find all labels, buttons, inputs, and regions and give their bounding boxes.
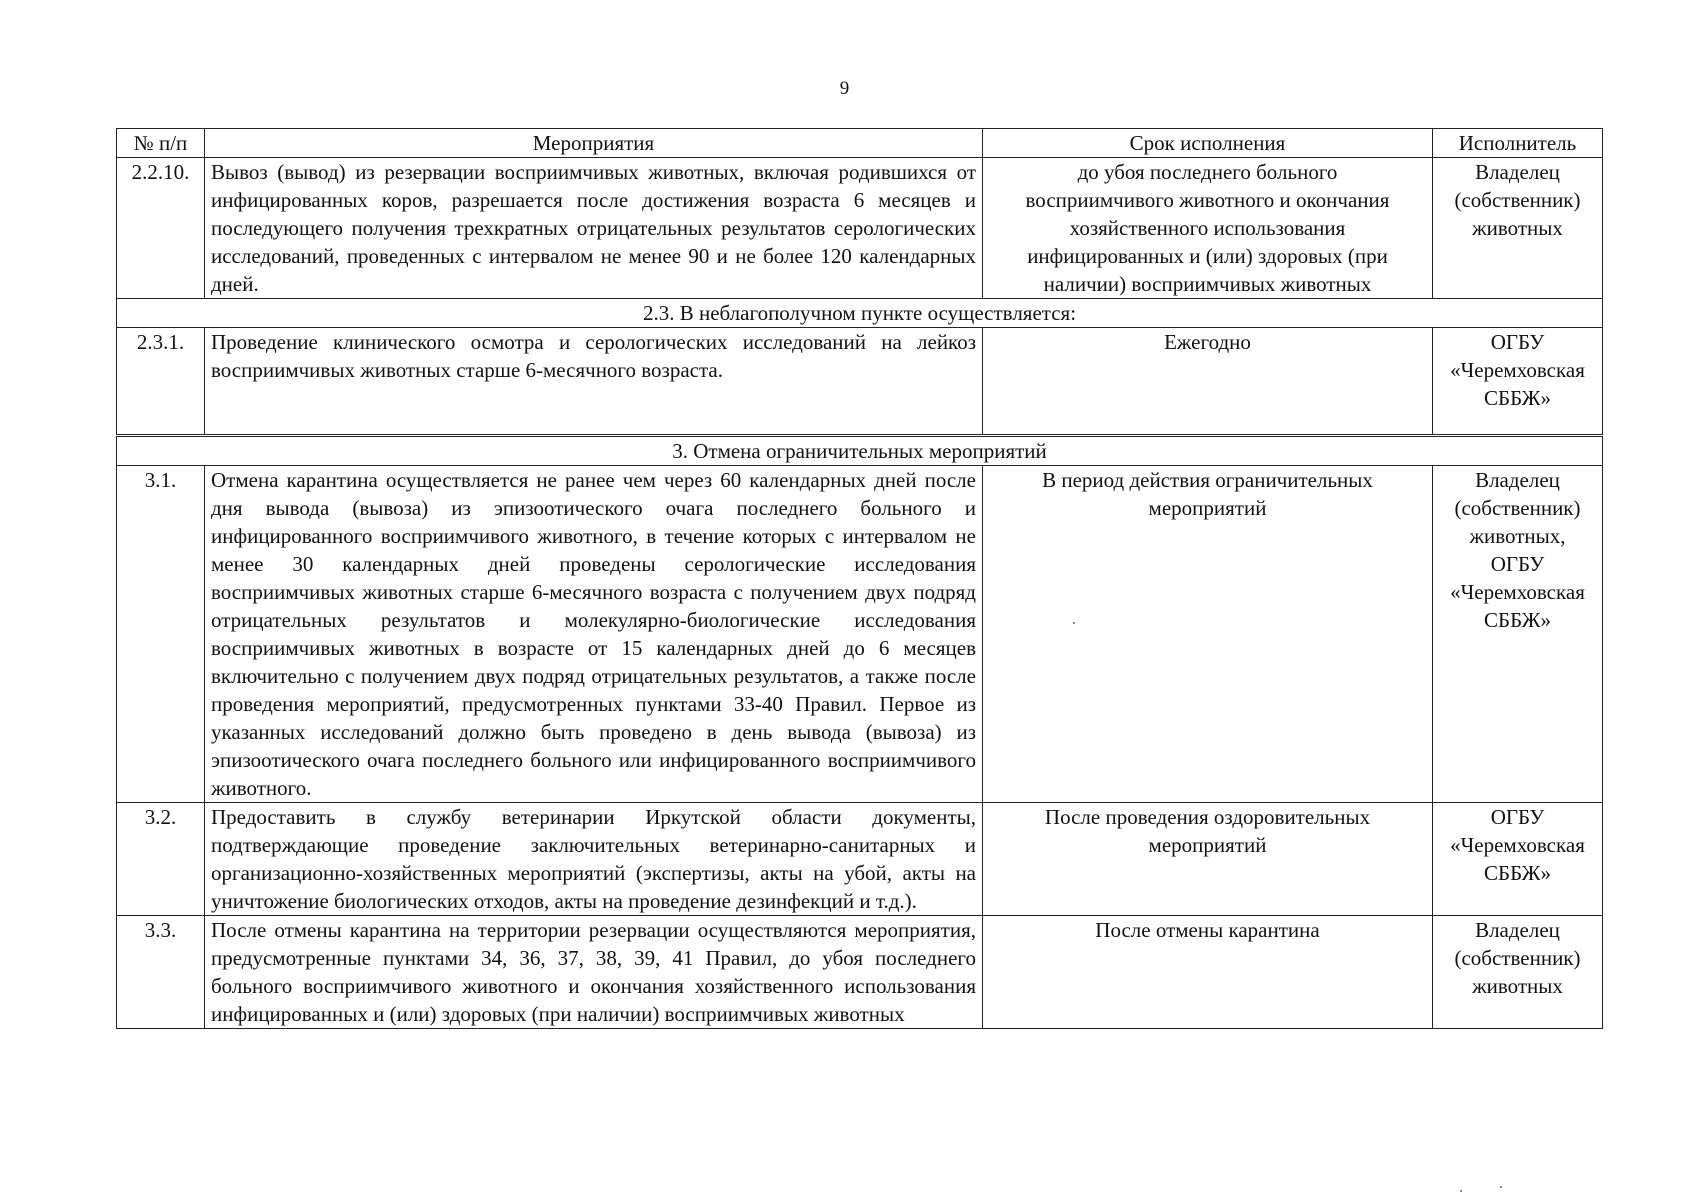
row-term: до убоя последнего больного восприимчивого животного и окончания хозяйственного использования инфицированных и (или) здоровых (при наличии) восприимчивых животных: [983, 158, 1433, 299]
section-title-3: 3. Отмена ограничительных мероприятий: [117, 436, 1603, 466]
header-executor: Исполнитель: [1433, 129, 1603, 158]
table-row: [117, 916, 1603, 1029]
row-number: 3.3.: [117, 916, 205, 1029]
row-term: После проведения оздоровительных мероприятий: [983, 803, 1433, 916]
page-number: 9: [839, 78, 850, 99]
table-row: [117, 466, 1603, 803]
scan-speck: [1460, 1190, 1462, 1192]
row-activity: Предоставить в службу ветеринарии Иркутской области документы, подтверждающие проведение заключительных ветеринарно-санитарных и организационно-хозяйственных мероприятий (экспертизы, акты на убой, акты на уничтожение биологических отходов, акты на проведение дезинфекций и т.д.).: [205, 803, 983, 916]
row-number: 3.1.: [117, 466, 205, 803]
row-term: После отмены карантина: [983, 916, 1433, 1029]
scan-speck: [1073, 622, 1075, 624]
scan-speck: [1500, 1186, 1502, 1188]
row-number: 3.2.: [117, 803, 205, 916]
row-executor: Владелец (собственник) животных: [1433, 158, 1603, 299]
header-term: Срок исполнения: [983, 129, 1433, 158]
measures-table: [116, 128, 1603, 1029]
table-header-row: [117, 129, 1603, 158]
row-executor: Владелец (собственник) животных: [1433, 916, 1603, 1029]
row-executor: ОГБУ «Черемховская СББЖ»: [1433, 328, 1603, 436]
row-term: В период действия ограничительных мероприятий: [983, 466, 1433, 803]
row-activity: Отмена карантина осуществляется не ранее чем через 60 календарных дней после дня вывода (вывоза) из эпизоотического очага последнего больного и инфицированного восприимчивого животного, в течение которых с интервалом не менее 30 календарных дней проведены серологические исследования восприимчивых животных старше 6-месячного возраста с получением двух подряд отрицательных результатов и молекулярно-биологические исследования восприимчивых животных в возрасте от 15 календарных дней до 6 месяцев включительно с получением двух подряд отрицательных результатов, а также после проведения мероприятий, предусмотренных пунктами 33-40 Правил. Первое из указанных исследований должно быть проведено в день вывода (вывоза) из эпизоотического очага последнего больного или инфицированного восприимчивого животного.: [205, 466, 983, 803]
row-executor: ОГБУ «Черемховская СББЖ»: [1433, 803, 1603, 916]
row-number: 2.2.10.: [117, 158, 205, 299]
section-row: [117, 299, 1603, 328]
header-num: № п/п: [117, 129, 205, 158]
row-number: 2.3.1.: [117, 328, 205, 436]
row-activity: После отмены карантина на территории резервации осуществляются мероприятия, предусмотренные пунктами 34, 36, 37, 38, 39, 41 Правил, до убоя последнего больного восприимчивого животного и окончания хозяйственного использования инфицированных и (или) здоровых (при наличии) восприимчивых животных: [205, 916, 983, 1029]
header-activity: Мероприятия: [205, 129, 983, 158]
row-term: Ежегодно: [983, 328, 1433, 436]
table-row: [117, 158, 1603, 299]
table-row: [117, 328, 1603, 436]
section-title-2-3: 2.3. В неблагополучном пункте осуществляется:: [117, 299, 1603, 328]
section-row: [117, 436, 1603, 466]
row-activity: Проведение клинического осмотра и серологических исследований на лейкоз восприимчивых животных старше 6-месячного возраста.: [205, 328, 983, 436]
row-activity: Вывоз (вывод) из резервации восприимчивых животных, включая родившихся от инфицированных коров, разрешается после достижения возраста 6 месяцев и последующего получения трехкратных отрицательных результатов серологических исследований, проведенных с интервалом не менее 90 и не более 120 календарных дней.: [205, 158, 983, 299]
table-row: [117, 803, 1603, 916]
row-executor: Владелец (собственник) животных, ОГБУ «Черемховская СББЖ»: [1433, 466, 1603, 803]
